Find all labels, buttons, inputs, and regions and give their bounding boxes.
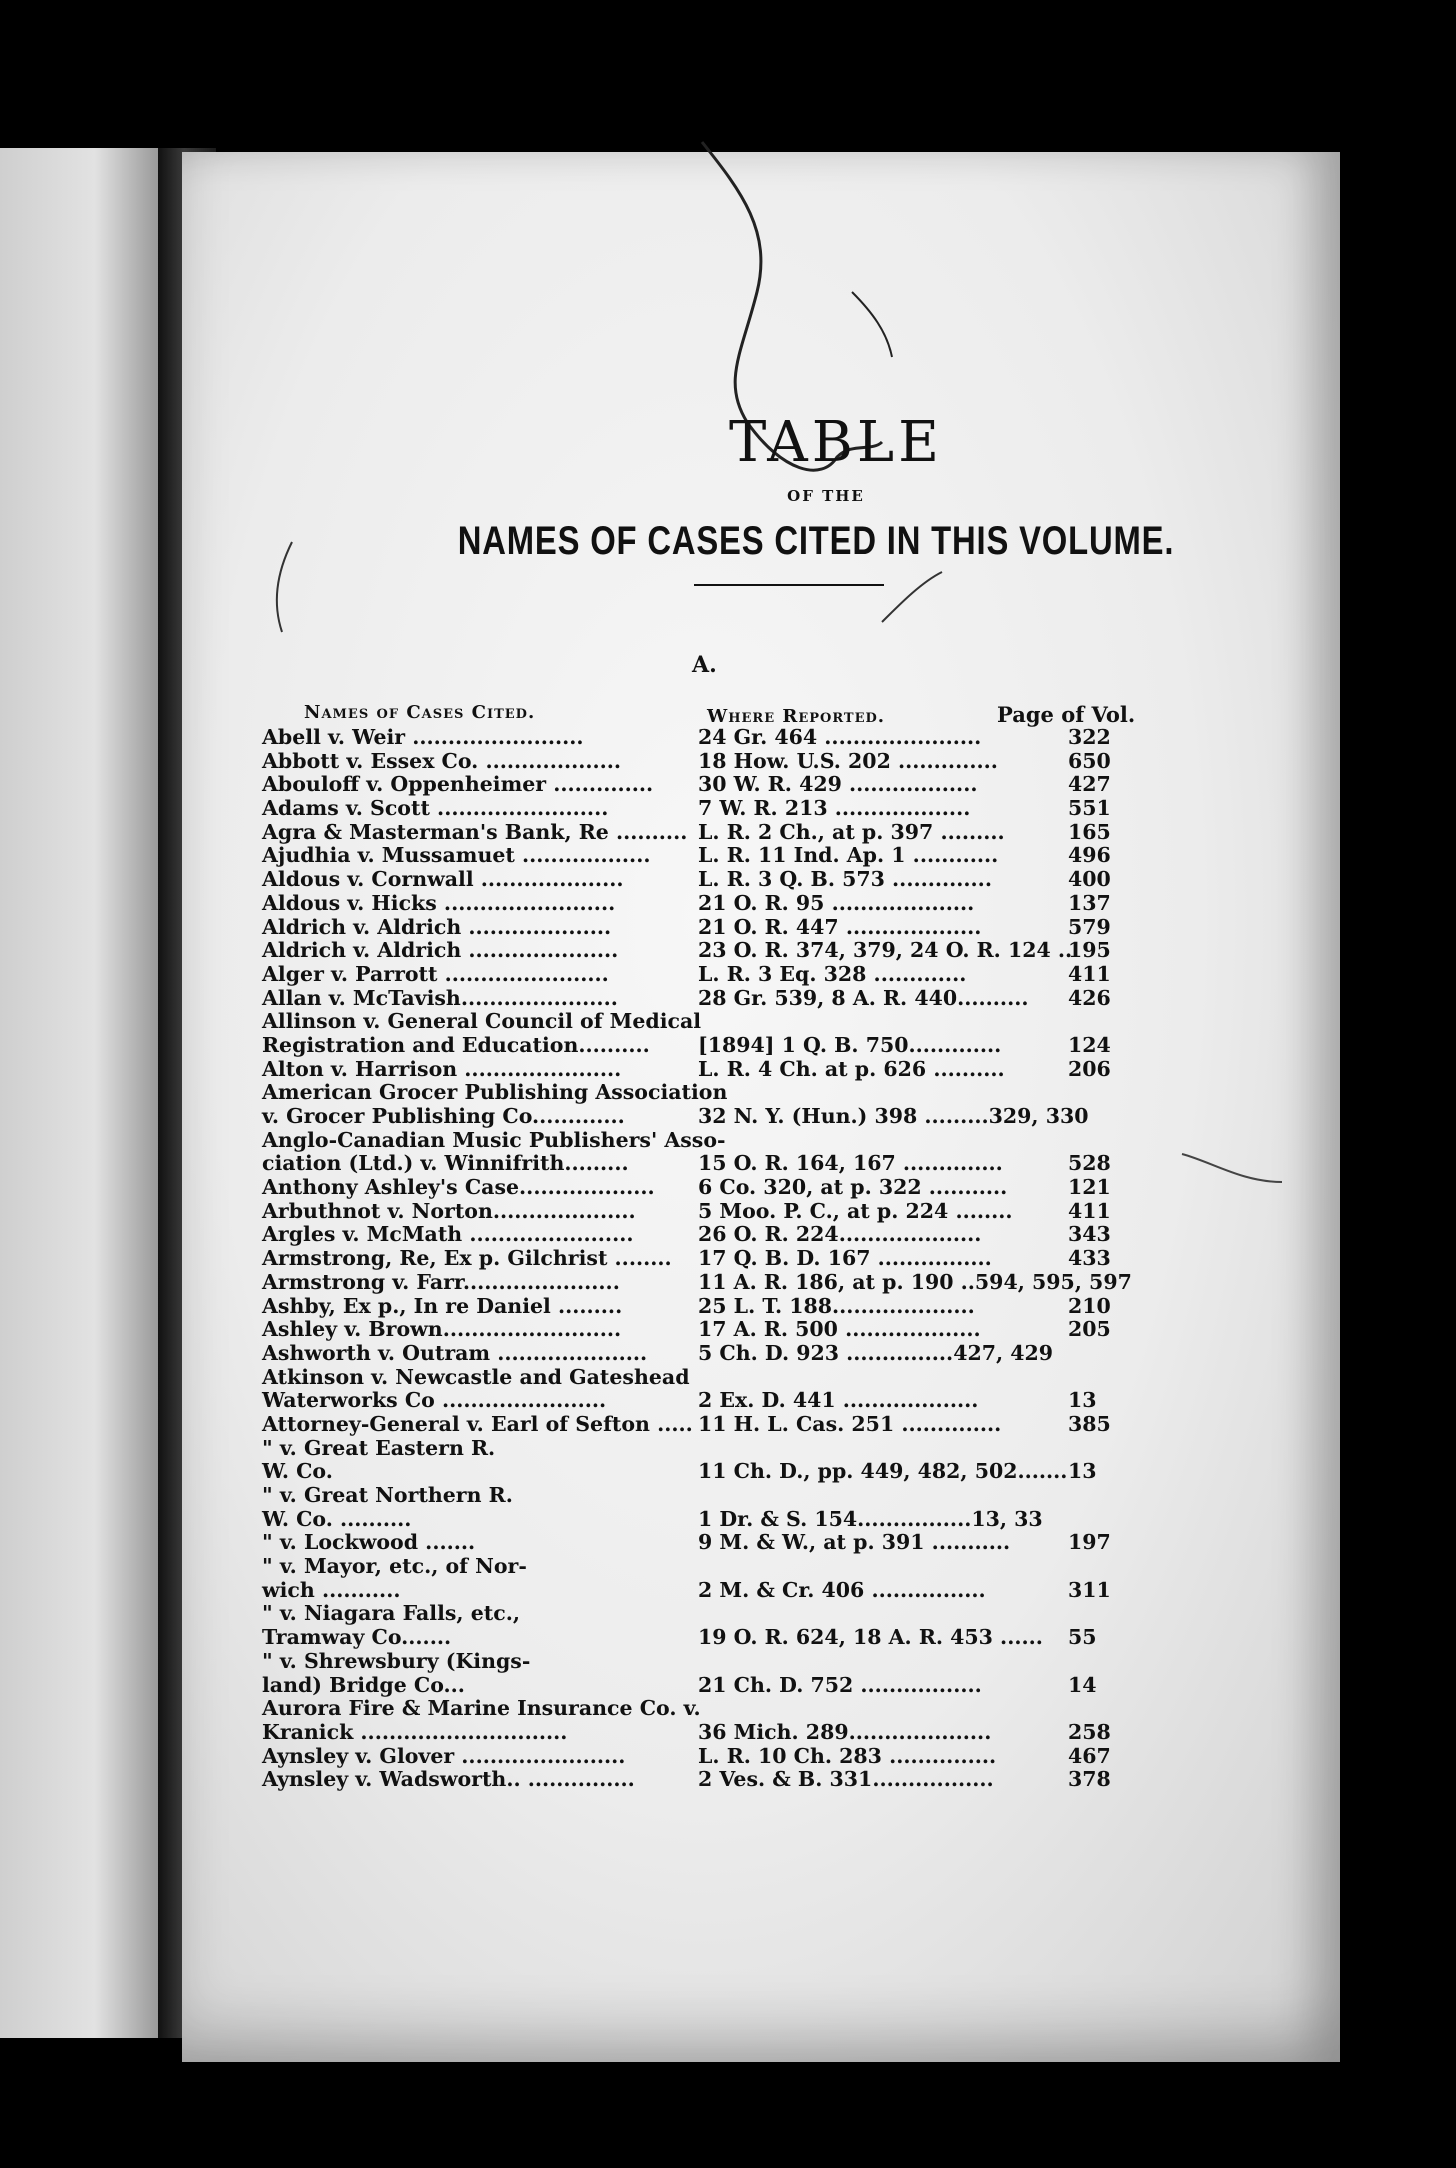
where-reported: 18 How. U.S. 202 .............. [698,748,998,773]
table-row [262,963,1322,987]
where-reported: L. R. 3 Eq. 328 ............. [698,961,967,986]
table-row [262,750,1322,774]
table-row [262,1531,1322,1555]
where-reported: 30 W. R. 429 .................. [698,772,978,797]
page-of-vol: 13 [1068,1459,1097,1484]
case-name: Ashley v. Brown......................... [262,1317,622,1342]
where-reported: 21 O. R. 447 ................... [698,914,982,939]
page-of-vol: 411 [1068,961,1111,986]
case-name: Tramway Co....... [262,1625,452,1650]
table-row [262,1626,1322,1650]
table-row [262,773,1322,797]
case-name: Alger v. Parrott ....................... [262,961,609,986]
page-of-vol: 467 [1068,1743,1111,1768]
table-row [262,1697,1322,1721]
case-name: " v. Niagara Falls, etc., [262,1601,520,1626]
table-row [262,1318,1322,1342]
case-name: Alton v. Harrison ...................... [262,1056,622,1081]
page-of-vol: 551 [1068,796,1111,821]
table-row [262,1484,1322,1508]
case-name: Aldrich v. Aldrich ..................... [262,938,619,963]
page-of-vol: 197 [1068,1530,1111,1555]
table-row [262,1129,1322,1153]
case-name: W. Co. [262,1459,333,1484]
where-reported: 5 Moo. P. C., at p. 224 ........ [698,1198,1013,1223]
page-of-vol: 121 [1068,1175,1111,1200]
page-of-vol: 311 [1068,1577,1111,1602]
case-name: Anglo-Canadian Music Publishers' Asso- [262,1127,726,1152]
where-reported: 15 O. R. 164, 167 .............. [698,1151,1003,1176]
case-name: Abouloff v. Oppenheimer .............. [262,772,654,797]
table-row [262,1271,1322,1295]
case-name: Ajudhia v. Mussamuet .................. [262,843,651,868]
table-row [262,726,1322,750]
page-of-vol: 650 [1068,748,1111,773]
where-reported: 28 Gr. 539, 8 A. R. 440.......... [698,985,1029,1010]
where-reported: 11 A. R. 186, at p. 190 ..594, 595, 597 [698,1269,1132,1294]
document-page [182,152,1340,2062]
table-row [262,987,1322,1011]
table-row [262,1650,1322,1674]
table-row [262,1058,1322,1082]
where-reported: 32 N. Y. (Hun.) 398 .........329, 330 [698,1104,1089,1128]
header-names: Names of Cases Cited. [304,702,536,723]
table-row [262,1437,1322,1461]
case-name: " v. Shrewsbury (Kings- [262,1648,531,1673]
page-of-vol: 400 [1068,867,1111,892]
page-of-vol: 427 [1068,772,1111,797]
where-reported: 2 Ves. & B. 331................. [698,1767,994,1792]
case-name: Argles v. McMath ....................... [262,1222,634,1247]
page-of-vol: 210 [1068,1293,1111,1318]
page-of-vol: 258 [1068,1719,1111,1744]
table-row [262,1508,1322,1532]
where-reported: 11 H. L. Cas. 251 .............. [698,1411,1002,1436]
page-of-vol: 322 [1068,725,1111,749]
table-row [262,1200,1322,1224]
title-rule [694,584,884,586]
page-of-vol: 579 [1068,914,1111,939]
section-letter: A. [692,652,717,678]
where-reported: 7 W. R. 213 ................... [698,796,971,821]
where-reported: L. R. 11 Ind. Ap. 1 ............ [698,843,999,868]
table-row [262,1745,1322,1769]
where-reported: 36 Mich. 289.................... [698,1719,992,1744]
where-reported: 23 O. R. 374, 379, 24 O. R. 124 .. [698,938,1073,963]
table-row [262,1366,1322,1390]
where-reported: L. R. 4 Ch. at p. 626 .......... [698,1056,1005,1081]
where-reported: 5 Ch. D. 923 ...............427, 429 [698,1340,1054,1365]
page-of-vol: 496 [1068,843,1111,868]
page-of-vol: 433 [1068,1246,1111,1271]
page-of-vol: 124 [1068,1032,1111,1057]
where-reported: L. R. 10 Ch. 283 ............... [698,1743,997,1768]
table-row [262,1223,1322,1247]
page-of-vol: 165 [1068,819,1111,844]
case-name: Atkinson v. Newcastle and Gateshead [262,1364,690,1389]
cases-table [262,726,1322,1792]
page-of-vol: 528 [1068,1151,1111,1176]
case-name: Aynsley v. Glover ....................... [262,1743,626,1768]
case-name: Kranick ............................. [262,1719,568,1744]
table-row [262,1342,1322,1366]
where-reported: 26 O. R. 224.................... [698,1222,982,1247]
where-reported: L. R. 3 Q. B. 573 .............. [698,867,992,892]
table-row [262,1295,1322,1319]
case-name: Waterworks Co ....................... [262,1388,607,1413]
table-row [262,1768,1322,1792]
page-of-vol: 14 [1068,1672,1097,1697]
case-name: Aldrich v. Aldrich .................... [262,914,612,939]
facing-page-edge [0,148,158,2038]
where-reported: 25 L. T. 188.................... [698,1293,975,1318]
case-name: v. Grocer Publishing Co............. [262,1104,625,1128]
table-row [262,1579,1322,1603]
where-reported: 2 M. & Cr. 406 ................ [698,1577,986,1602]
case-name: wich ........... [262,1577,401,1602]
page-of-vol: 378 [1068,1767,1111,1792]
case-name: W. Co. .......... [262,1506,412,1531]
case-name: Armstrong, Re, Ex p. Gilchrist ........ [262,1246,672,1271]
table-row [262,892,1322,916]
header-where-reported: Where Reported. [707,706,886,727]
table-row [262,1555,1322,1579]
where-reported: 2 Ex. D. 441 ................... [698,1388,979,1413]
table-row [262,868,1322,892]
where-reported: 6 Co. 320, at p. 322 ........... [698,1175,1008,1200]
case-name: Aurora Fire & Marine Insurance Co. v. [262,1696,701,1721]
table-row [262,1460,1322,1484]
case-name: Registration and Education.......... [262,1032,650,1057]
table-row [262,1081,1322,1105]
where-reported: [1894] 1 Q. B. 750............. [698,1032,1002,1057]
case-name: Aldous v. Cornwall .................... [262,867,624,892]
case-name: land) Bridge Co... [262,1672,465,1697]
where-reported: 17 A. R. 500 ................... [698,1317,981,1342]
where-reported: 9 M. & W., at p. 391 ........... [698,1530,1011,1555]
page-of-vol: 206 [1068,1056,1111,1081]
case-name: Armstrong v. Farr...................... [262,1269,620,1294]
case-name: Ashby, Ex p., In re Daniel ......... [262,1293,623,1318]
table-row [262,1721,1322,1745]
table-row [262,916,1322,940]
case-name: ciation (Ltd.) v. Winnifrith......... [262,1151,629,1176]
table-row [262,1674,1322,1698]
where-reported: 17 Q. B. D. 167 ................ [698,1246,992,1271]
case-name: Abbott v. Essex Co. ................... [262,748,622,773]
case-name: " v. Mayor, etc., of Nor- [262,1554,527,1579]
page-of-vol: 195 [1068,938,1111,963]
table-row [262,1176,1322,1200]
page-of-vol: 411 [1068,1198,1111,1223]
header-page-of-vol: Page of Vol. [997,702,1136,727]
case-name: American Grocer Publishing Association [262,1080,728,1105]
page-of-vol: 205 [1068,1317,1111,1342]
table-row [262,797,1322,821]
page-of-vol: 137 [1068,890,1111,915]
where-reported: 1 Dr. & S. 154................13, 33 [698,1506,1043,1531]
title-block [182,410,1340,586]
page-of-vol: 55 [1068,1625,1097,1650]
table-row [262,939,1322,963]
case-name: Allan v. McTavish...................... [262,985,618,1010]
page-of-vol: 13 [1068,1388,1097,1413]
case-name: Agra & Masterman's Bank, Re .......... [262,819,688,844]
where-reported: 21 Ch. D. 752 ................. [698,1672,982,1697]
case-name: Aynsley v. Wadsworth.. ............... [262,1767,635,1792]
document-subtitle: NAMES OF CASES CITED IN THIS VOLUME. [457,519,1175,563]
case-name: Abell v. Weir ........................ [262,725,584,749]
table-row [262,1010,1322,1034]
document-title: TABLE [729,410,943,475]
case-name: Aldous v. Hicks ........................ [262,890,616,915]
where-reported: L. R. 2 Ch., at p. 397 ......... [698,819,1005,844]
table-row [262,1602,1322,1626]
where-reported: 21 O. R. 95 .................... [698,890,975,915]
table-row [262,1152,1322,1176]
title-of-the: OF THE [787,487,865,505]
case-name: " v. Great Eastern R. [262,1435,496,1460]
table-row [262,1413,1322,1437]
page-of-vol: 426 [1068,985,1111,1010]
where-reported: 19 O. R. 624, 18 A. R. 453 ...... [698,1625,1043,1650]
table-row [262,821,1322,845]
case-name: Attorney-General v. Earl of Sefton ..... [262,1411,693,1436]
table-row [262,1034,1322,1058]
case-name: Adams v. Scott ........................ [262,796,609,821]
case-name: " v. Great Northern R. [262,1483,513,1507]
case-name: Anthony Ashley's Case................... [262,1175,655,1200]
case-name: Arbuthnot v. Norton.................... [262,1198,636,1223]
case-name: " v. Lockwood ....... [262,1530,476,1555]
table-row [262,1389,1322,1413]
table-row [262,844,1322,868]
case-name: Ashworth v. Outram ..................... [262,1340,648,1365]
page-of-vol: 385 [1068,1411,1111,1436]
where-reported: 24 Gr. 464 ...................... [698,725,982,749]
table-row [262,1105,1322,1129]
case-name: Allinson v. General Council of Medical [262,1009,702,1034]
where-reported: 11 Ch. D., pp. 449, 482, 502....... [698,1459,1068,1484]
page-of-vol: 343 [1068,1222,1111,1247]
table-row [262,1247,1322,1271]
